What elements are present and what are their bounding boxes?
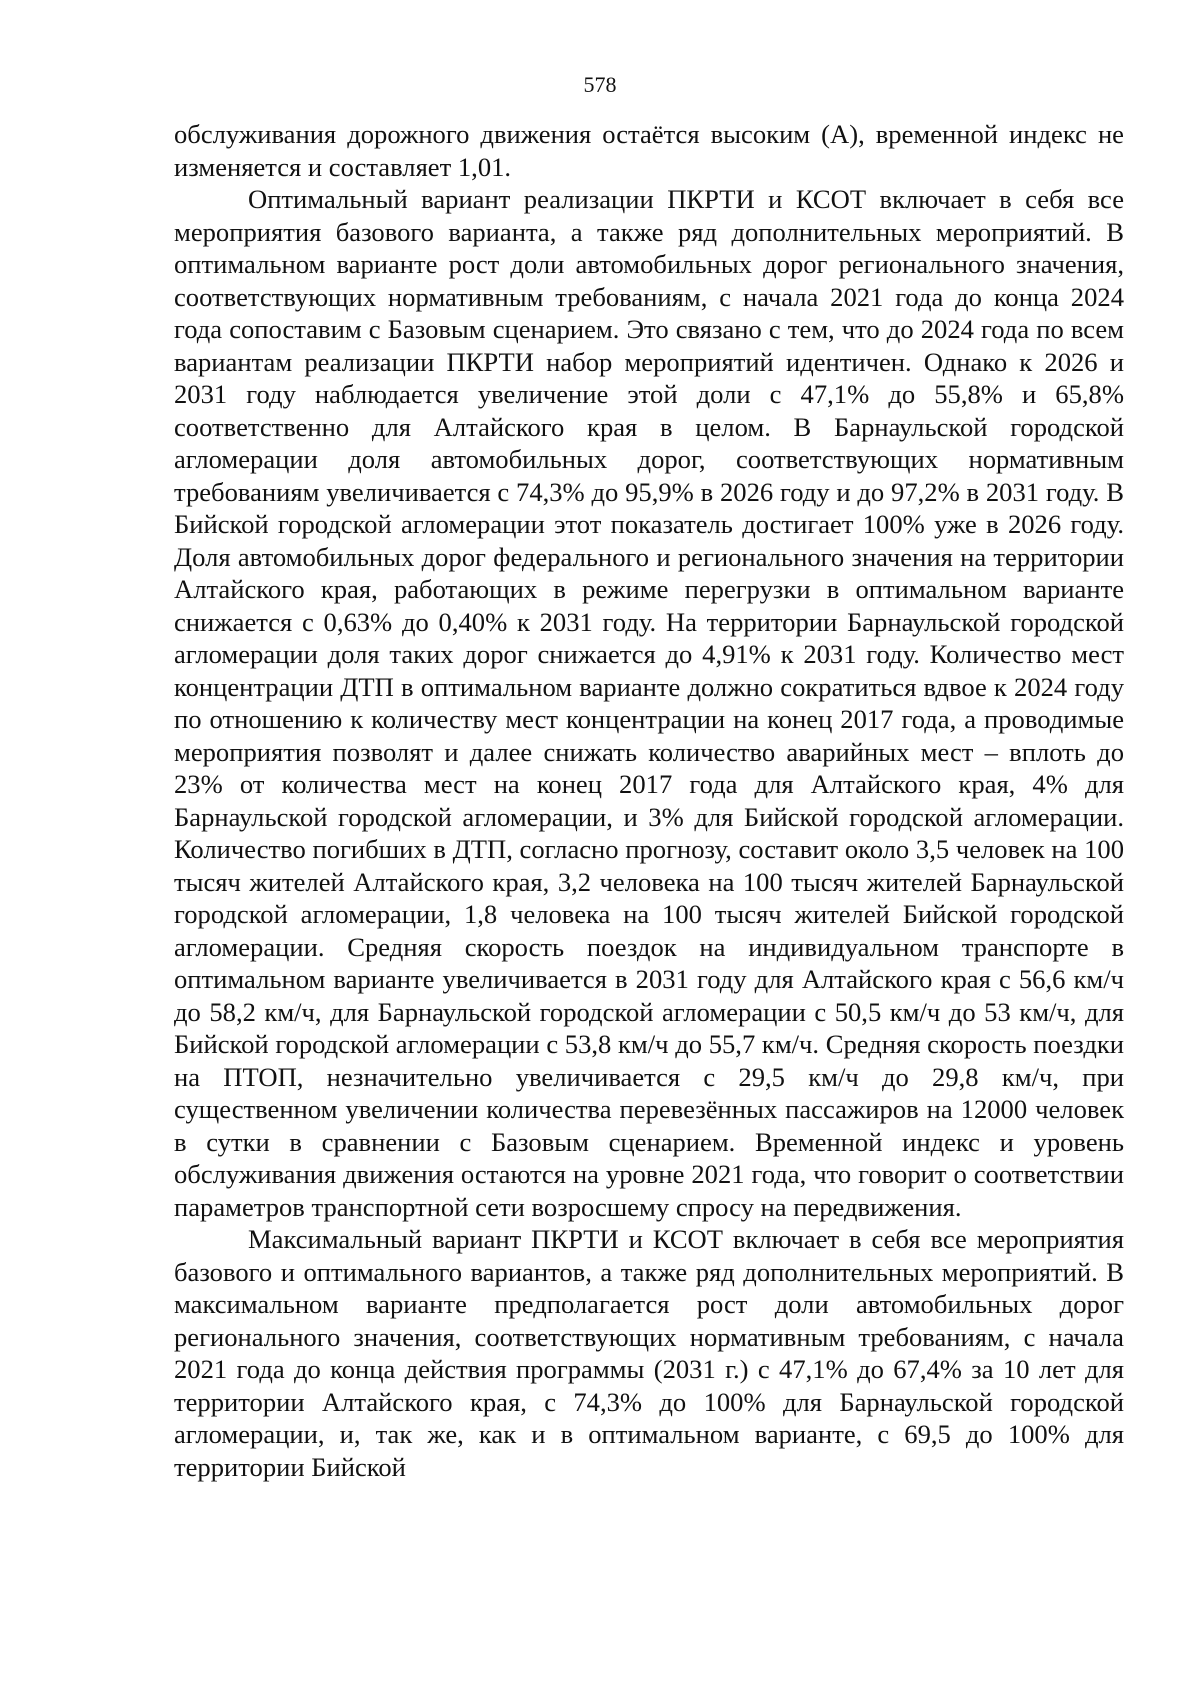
paragraph-optimal-variant: Оптимальный вариант реализации ПКРТИ и КСОТ включает в себя все мероприятия базового варианта, а также ряд дополнительных мероприятий. В оптимальном варианте рост доли автомобильных дорог регионального значения, соответствующих нормативным требованиям, с начала 2021 года до конца 2024 года сопоставим с Базовым сценарием. Это связано с тем, что до 2024 года по всем вариантам реализации ПКРТИ набор мероприятий идентичен. Однако к 2026 и 2031 году наблюдается увеличение этой доли с 47,1% до 55,8% и 65,8% соответственно для Алтайского края в целом. В Барнаульской городской агломерации доля автомобильных дорог, соответствующих нормативным требованиям увеличивается с 74,3% до 95,9% в 2026 году и до 97,2% в 2031 году. В Бийской городской агломерации этот показатель достигает 100% уже в 2026 году. Доля автомобильных дорог федерального и регионального значения на территории Алтайского края, работающих в режиме перегрузки в оптимальном варианте снижается с 0,63% до 0,40% к 2031 году. На территории Барнаульской городской агломерации доля таких дорог снижается до 4,91% к 2031 году. Количество мест концентрации ДТП в оптимальном варианте должно сократиться вдвое к 2024 году по отношению к количеству мест концентрации на конец 2017 года, а проводимые мероприятия позволят и далее снижать количество аварийных мест – вплоть до 23% от количества мест на конец 2017 года для Алтайского края, 4% для Барнаульской городской агломерации, и 3% для Бийской городской агломерации. Количество погибших в ДТП, согласно прогнозу, составит около 3,5 человек на 100 тысяч жителей Алтайского края, 3,2 человека на 100 тысяч жителей Барнаульской городской агломерации, 1,8 человека на 100 тысяч жителей Бийской городской агломерации. Средняя скорость поездок на индивидуальном транспорте в оптимальном варианте увеличивается в 2031 году для Алтайского края с 56,6 км/ч до 58,2 км/ч, для Барнаульской городской агломерации с 50,5 км/ч до 53 км/ч, для Бийской городской агломерации с 53,8 км/ч до 55,7 км/ч. Средняя скорость поездки на ПТОП, незначительно увеличивается с 29,5 км/ч до 29,8 км/ч, при существенном увеличении количества перевезённых пассажиров на 12000 человек в сутки в сравнении с Базовым сценарием. Временной индекс и уровень обслуживания движения остаются на уровне 2021 года, что говорит о соответствии параметров транспортной сети возросшему спросу на передвижения.: [174, 184, 1124, 1222]
page-number: 578: [583, 72, 617, 97]
body-text: [174, 118, 1124, 1483]
paragraph-maximal-variant: Максимальный вариант ПКРТИ и КСОТ включает в себя все мероприятия базового и оптимального вариантов, а также ряд дополнительных мероприятий. В максимальном варианте предполагается рост доли автомобильных дорог регионального значения, соответствующих нормативным требованиям, с начала 2021 года до конца действия программы (2031 г.) с 47,1% до 67,4% за 10 лет для территории Алтайского края, с 74,3% до 100% для Барнаульской городской агломерации, и, так же, как и в оптимальном варианте, с 69,5 до 100% для территории Бийской: [174, 1224, 1124, 1482]
paragraph-continuation: обслуживания дорожного движения остаётся высоким (А), временной индекс не изменяется и составляет 1,01.: [174, 119, 1124, 182]
